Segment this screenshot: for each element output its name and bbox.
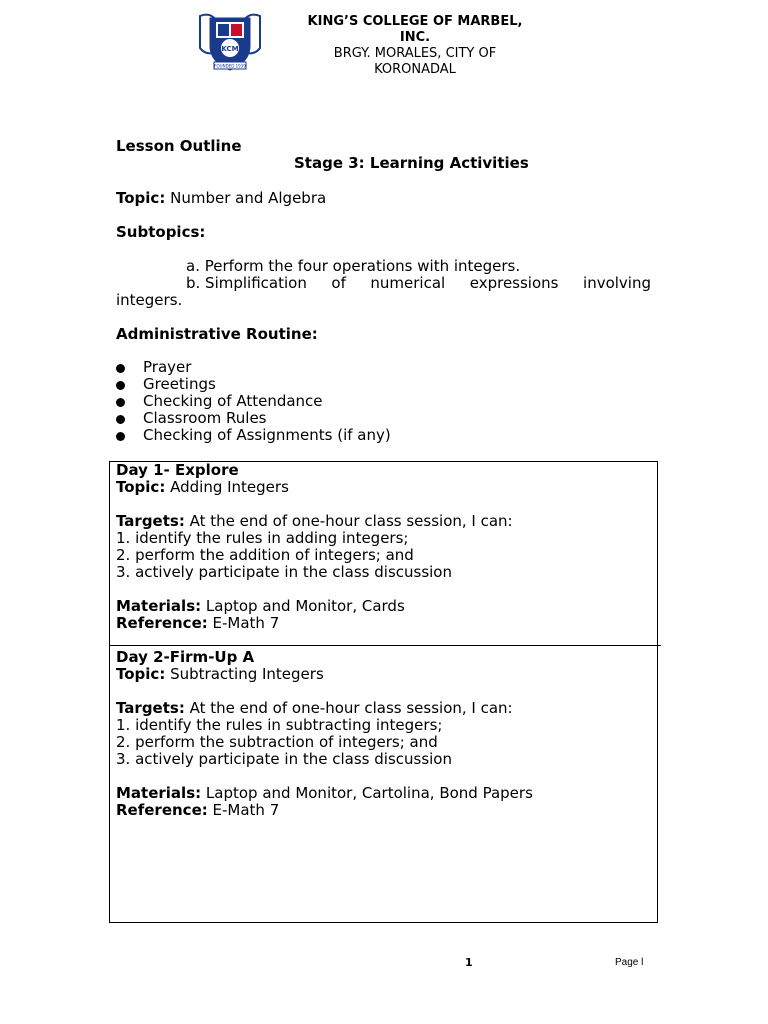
admin-item: Greetings bbox=[143, 375, 216, 393]
subtopic-b-word: b. Simplification bbox=[186, 274, 307, 292]
day1-title: Day 1- Explore bbox=[116, 461, 239, 479]
day2-reference bbox=[116, 802, 279, 819]
bullet-icon bbox=[116, 394, 128, 406]
day1-reference-label: Reference: bbox=[116, 614, 208, 632]
subtopic-b-word: involving bbox=[583, 274, 651, 292]
day2-reference-label: Reference: bbox=[116, 801, 208, 819]
day2-topic bbox=[116, 666, 324, 683]
address-line2: KORONADAL bbox=[374, 62, 456, 77]
day1-reference-value: E-Math 7 bbox=[212, 614, 280, 632]
day1-target-item: 1. identify the rules in adding integers; bbox=[116, 529, 409, 547]
subtopic-b-word: expressions bbox=[469, 274, 559, 292]
topic-value: Number and Algebra bbox=[170, 189, 327, 207]
day1-materials-value: Laptop and Monitor, Cards bbox=[205, 597, 405, 615]
admin-routine-label: Administrative Routine: bbox=[116, 325, 318, 343]
svg-text:KCM: KCM bbox=[221, 45, 239, 53]
day2-targets bbox=[116, 700, 513, 717]
lesson-outline-heading: Lesson Outline bbox=[116, 137, 242, 155]
day1-topic-value: Adding Integers bbox=[170, 478, 289, 496]
day2-materials-label: Materials: bbox=[116, 784, 202, 802]
day2-target-item: 2. perform the subtraction of integers; and bbox=[116, 733, 438, 751]
day1-materials-label: Materials: bbox=[116, 597, 202, 615]
bullet-icon bbox=[116, 428, 128, 440]
day2-title: Day 2-Firm-Up A bbox=[116, 648, 255, 666]
page-label: Page l bbox=[615, 957, 644, 968]
subtopic-a: a. Perform the four operations with integers. bbox=[186, 257, 521, 275]
day2-materials-value: Laptop and Monitor, Cartolina, Bond Papers bbox=[205, 784, 533, 802]
address-line1: BRGY. MORALES, CITY OF bbox=[333, 46, 497, 61]
topic-label: Topic: bbox=[116, 189, 166, 207]
day2-materials bbox=[116, 785, 533, 802]
day2-targets-intro: At the end of one-hour class session, I can: bbox=[189, 699, 513, 717]
day2-topic-label: Topic: bbox=[116, 665, 166, 683]
page-number: 1 bbox=[465, 956, 473, 969]
divider bbox=[109, 645, 661, 646]
subtopics-label: Subtopics: bbox=[116, 223, 206, 241]
topic-line bbox=[116, 190, 326, 207]
day1-materials bbox=[116, 598, 405, 615]
subtopic-b-continued: integers. bbox=[116, 291, 183, 309]
admin-item: Checking of Attendance bbox=[143, 392, 323, 410]
day1-reference bbox=[116, 615, 279, 632]
college-logo bbox=[196, 12, 264, 74]
day2-targets-label: Targets: bbox=[116, 699, 185, 717]
day1-target-item: 3. actively participate in the class discussion bbox=[116, 563, 452, 581]
day1-target-item: 2. perform the addition of integers; and bbox=[116, 546, 414, 564]
bullet-icon bbox=[116, 377, 128, 389]
day2-target-item: 3. actively participate in the class discussion bbox=[116, 750, 452, 768]
admin-item: Prayer bbox=[143, 358, 192, 376]
school-name-line2: INC. bbox=[399, 30, 431, 45]
day1-topic-label: Topic: bbox=[116, 478, 166, 496]
day1-topic bbox=[116, 479, 289, 496]
subtopic-b bbox=[186, 275, 651, 292]
day1-targets-intro: At the end of one-hour class session, I can: bbox=[189, 512, 513, 530]
day1-targets bbox=[116, 513, 513, 530]
day2-reference-value: E-Math 7 bbox=[212, 801, 280, 819]
admin-item: Checking of Assignments (if any) bbox=[143, 426, 391, 444]
school-name-line1: KING’S COLLEGE OF MARBEL, bbox=[307, 14, 523, 29]
bullet-icon bbox=[116, 411, 128, 423]
stage-title: Stage 3: Learning Activities bbox=[294, 154, 529, 172]
bullet-icon bbox=[116, 360, 128, 372]
school-name bbox=[295, 14, 535, 78]
subtopic-b-word: of bbox=[331, 274, 346, 292]
subtopic-b-word: numerical bbox=[370, 274, 446, 292]
admin-item: Classroom Rules bbox=[143, 409, 267, 427]
day2-target-item: 1. identify the rules in subtracting integers; bbox=[116, 716, 443, 734]
day2-topic-value: Subtracting Integers bbox=[170, 665, 324, 683]
svg-text:FOUNDED 1939: FOUNDED 1939 bbox=[214, 63, 246, 69]
day1-targets-label: Targets: bbox=[116, 512, 185, 530]
